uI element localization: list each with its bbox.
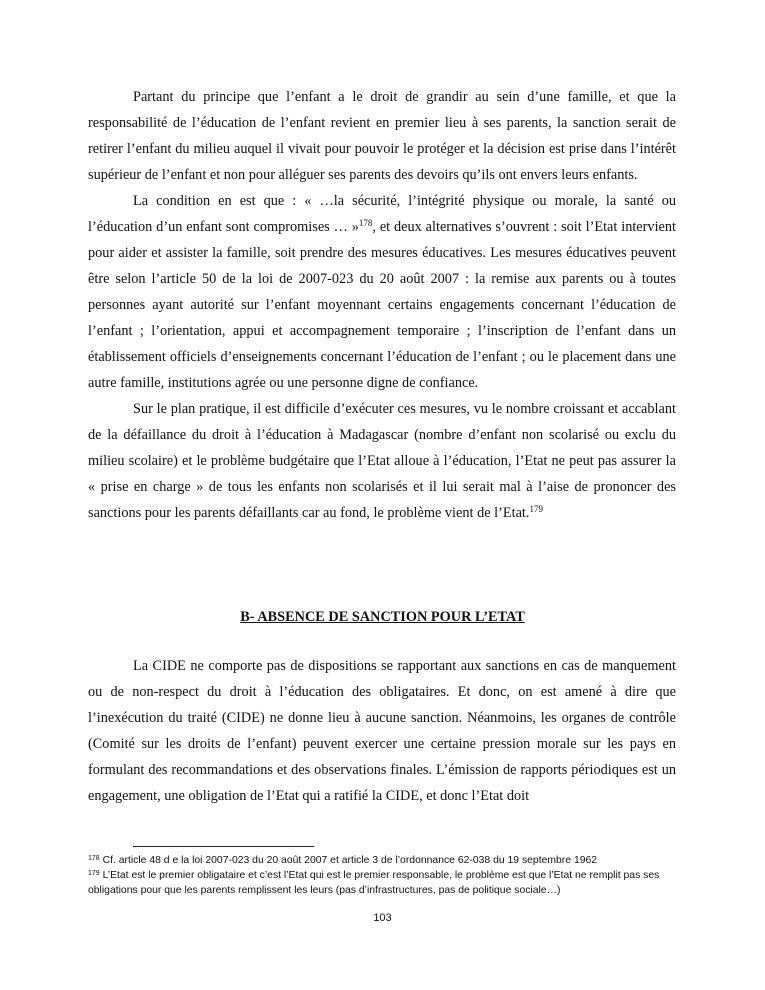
footnote-178 (88, 853, 678, 868)
paragraph-2-text-start: La condition en est que : « …la sécurité, l’intégrité physique ou morale, la santé ou l’éducation d’un enfant sont compromises … » (88, 193, 676, 235)
document-body (88, 84, 676, 526)
paragraph-1-text: Partant du principe que l’enfant a le droit de grandir au sein d’une famille, et que la responsabilité de l’éducation de l’enfant revient en premier lieu à ses parents, la sanction serait de retirer l’enfant du milieu auquel il vivait pour pouvoir le protéger et la décision est prise dans l’intérêt supérieur de l’enfant et non pour alléguer ses parents des devoirs qu’ils ont envers leurs enfants. (88, 89, 676, 183)
page-number: 103 (373, 912, 392, 924)
paragraph-4 (88, 653, 676, 809)
document-body-continued (88, 653, 676, 809)
footnotes (88, 853, 678, 898)
footnote-179 (88, 868, 678, 898)
section-heading-text: B- ABSENCE DE SANCTION POUR L’ETAT (240, 609, 525, 625)
section-heading (0, 607, 765, 627)
paragraph-3-text: Sur le plan pratique, il est difficile d’exécuter ces mesures, vu le nombre croissant et accablant de la défaillance du droit à l’éducation à Madagascar (nombre d’enfant non scolarisé ou exclu du milieu scolaire) et le problème budgétaire que l’Etat alloue à l’éducation, l’Etat ne peut pas assurer la « prise en charge » de tous les enfants non scolarisés et il lui serait mal à l’aise de prononcer des sanctions pour les parents défaillants car au fond, le problème vient de l’Etat. (88, 401, 676, 521)
footnote-text: Cf. article 48 d e la loi 2007-023 du 20 août 2007 et article 3 de l’ordonnance 62-038 du 19 septembre 1962 (99, 855, 598, 866)
footnote-ref-179[interactable]: 179 (529, 504, 543, 514)
paragraph-2-text-end: , et deux alternatives s’ouvrent : soit l’Etat intervient pour aider et assister la famille, soit prendre des mesures éducatives. Les mesures éducatives peuvent être selon l’article 50 de la loi de 2007-023 du 20 août 2007 : la remise aux parents ou à toutes personnes ayant autorité sur l’enfant moyennant certains engagements concernant l’éducation de l’enfant ; l’orientation, appui et accompagnement temporaire ; l’inscription de l’enfant dans un établissement officiels d’enseignements concernant l’éducation de l’enfant ; ou le placement dans une autre famille, institutions agrée ou une personne digne de confiance. (88, 219, 677, 391)
footnote-number: 178 (88, 855, 100, 862)
paragraph-1 (88, 84, 676, 188)
footnote-ref-178[interactable]: 178 (358, 218, 373, 228)
paragraph-4-text: La CIDE ne comporte pas de dispositions se rapportant aux sanctions en cas de manquement ou de non-respect du droit à l’éducation des obligataires. Et donc, on est amené à dire que l’inexécution du traité (CIDE) ne donne lieu à aucune sanction. Néanmoins, les organes de contrôle (Comité sur les droits de l’enfant) peuvent exercer une certaine pression morale sur les pays en formulant des recommandations et des observations finales. L’émission de rapports périodiques est un engagement, une obligation de l’Etat qui a ratifié la CIDE, et donc l’Etat doit (88, 658, 676, 804)
footnote-separator (133, 846, 314, 847)
footnote-number: 179 (88, 870, 100, 877)
paragraph-2 (88, 188, 676, 396)
footnote-text: L’Etat est le premier obligataire et c’est l’Etat qui est le premier responsable, le problème est que l’Etat ne remplit pas ses obligations pour que les parents remplissent les leurs (pas d’infrastructures, pas de politique sociale…) (88, 870, 660, 896)
paragraph-3 (88, 396, 676, 526)
